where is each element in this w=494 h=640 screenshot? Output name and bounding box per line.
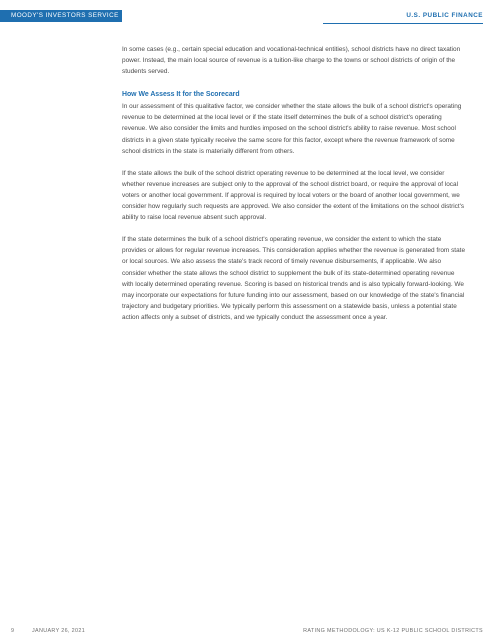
- body-paragraph-1: In our assessment of this qualitative factor, we consider whether the state allows the bulk of a school district's operating revenue to be determined at the local level or if the state itself determines the bulk of a school district's operating revenue. We also consider the limits and hurdles imposed on the school district's ability to raise revenue. Most school districts in a given state typically receive the same score for this factor, except where the revenue framework of some school districts in the state is materially different from others.: [122, 103, 462, 155]
- paragraph-gap: [122, 157, 466, 168]
- publication-date: JANUARY 26, 2021: [32, 628, 86, 634]
- page-number: 9: [11, 628, 15, 634]
- body-content: [122, 44, 466, 323]
- page-footer: [0, 626, 494, 636]
- brand-label: MOODY'S INVESTORS SERVICE: [0, 10, 122, 22]
- section-tag: U.S. PUBLIC FINANCE: [406, 12, 483, 19]
- section-heading: How We Assess It for the Scorecard: [122, 91, 240, 99]
- paragraph-gap: [122, 223, 466, 234]
- body-paragraph-3: If the state determines the bulk of a school district's operating revenue, we consider the extent to which the state provides or allows for regular revenue increases. This consideration applies whether the revenue is generated from state or local sources. We also assess the state's track record of timely revenue disbursements, if applicable. We also consider whether the state allows the school district to supplement the bulk of its state-determined operating revenue with locally determined operating revenue. Scoring is based on historical trends and is also typically forward-looking. We may incorporate our expectations for future funding into our assessment, based on our knowledge of the state's financial trajectory and budgetary priorities. We typically perform this assessment on a statewide basis, unless a potential state action affects only a subset of districts, and we typically conduct the assessment once a year.: [122, 236, 466, 321]
- body-paragraph-2: If the state allows the bulk of the school district operating revenue to be determined at the local level, we consider whether revenue increases are subject only to the approval of the school district board, or require the approval of local voters or another local government. If approval is required by local voters or the board of another local government, we consider how regularly such requests are approved. We also consider the extent of the limitations on the school district's ability to raise local revenue absent such approval.: [122, 169, 465, 222]
- header-rule: [323, 23, 483, 24]
- intro-paragraph: In some cases (e.g., certain special education and vocational-technical entities), school districts have no direct taxation power. Instead, the main local source of revenue is a tuition-like charge to the towns or school districts of origin of the students served.: [122, 46, 461, 76]
- document-title: RATING METHODOLOGY: US K-12 PUBLIC SCHOOL DISTRICTS: [303, 628, 483, 634]
- page-header: [0, 10, 494, 22]
